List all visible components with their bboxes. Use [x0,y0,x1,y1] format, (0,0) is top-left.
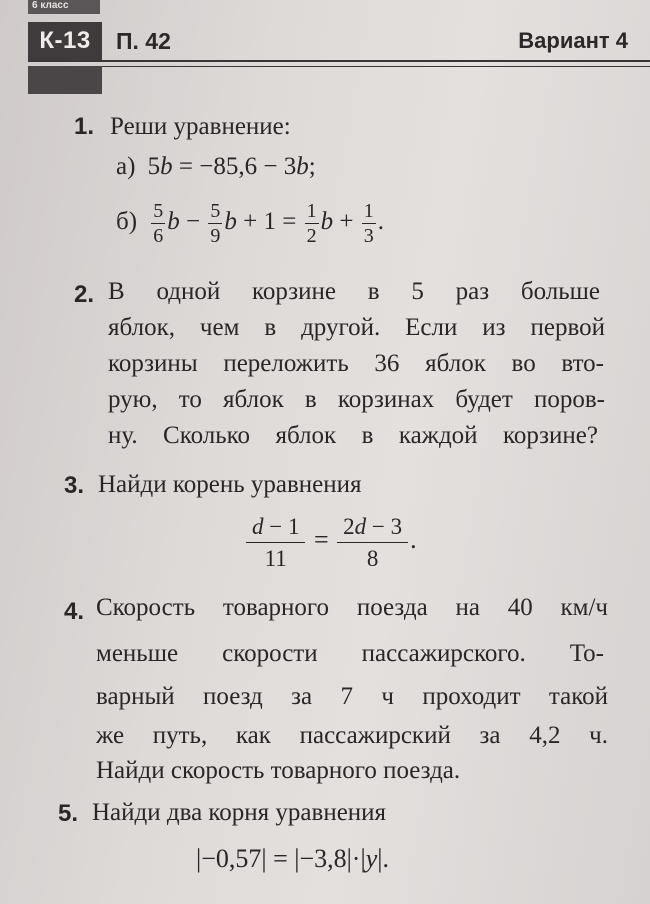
task-1b [116,192,384,252]
task-1a [116,150,316,184]
task-1a-equation: 5b = −85,6 − 3b; [147,153,316,180]
task-4-line-4: же путь, как пассажирский за 4,2 ч. [96,722,608,749]
task-5-prompt: Найди два корня уравнения [92,799,387,826]
task-5-equation: |−0,57| = |−3,8|·|y|. [196,844,389,873]
test-code-badge: К-13 [28,22,102,60]
task-5-number: 5. [58,800,79,827]
task-4-line-2: меньше скорости пассажирского. То- [96,640,604,667]
task-1b-label: б) [116,208,138,235]
task-3-prompt: Найди корень уравнения [98,471,362,498]
header-rule [28,60,650,62]
task-2-line-1: В одной корзине в 5 раз больше [108,278,600,305]
task-2-line-4: рую, то яблок в корзинах будет поров- [108,386,605,413]
task-1a-label: а) [116,153,136,180]
task-1-number: 1. [74,113,95,140]
task-2-number: 2. [74,281,95,308]
task-2-line-5: ну. Сколько яблок в каждой корзине? [108,422,598,449]
header-spine-block [28,66,102,94]
task-4-line-5: Найди скорость товарного поезда. [96,757,461,784]
task-3-equation: $\frac{d - 1}{11}$ = $\frac{2d - 3}{8}$ . [244,510,417,570]
task-3-number: 3. [64,472,85,499]
grade-tab: 6 класс [28,0,100,14]
task-4-number: 4. [64,598,85,625]
task-2-line-3: корзины переложить 36 яблок во вто- [108,350,604,377]
task-2-line-2: яблок, чем в другой. Если из первой [108,314,605,341]
header-rule-thin [28,66,650,67]
task-1-prompt: Реши уравнение: [110,113,291,140]
task-4-line-3: варный поезд за 7 ч проходит такой [96,683,608,710]
paragraph-label: П. 42 [116,28,171,54]
task-1b-equation: $\frac{5}{6}$ b − $\frac{5}{9}$ b + 1 = $\frac{1}{2}$ b + $\frac{1}{3}$ . [153,199,384,247]
variant-label: Вариант 4 [518,28,628,53]
task-4-line-1: Скорость товарного поезда на 40 км/ч [96,594,608,621]
